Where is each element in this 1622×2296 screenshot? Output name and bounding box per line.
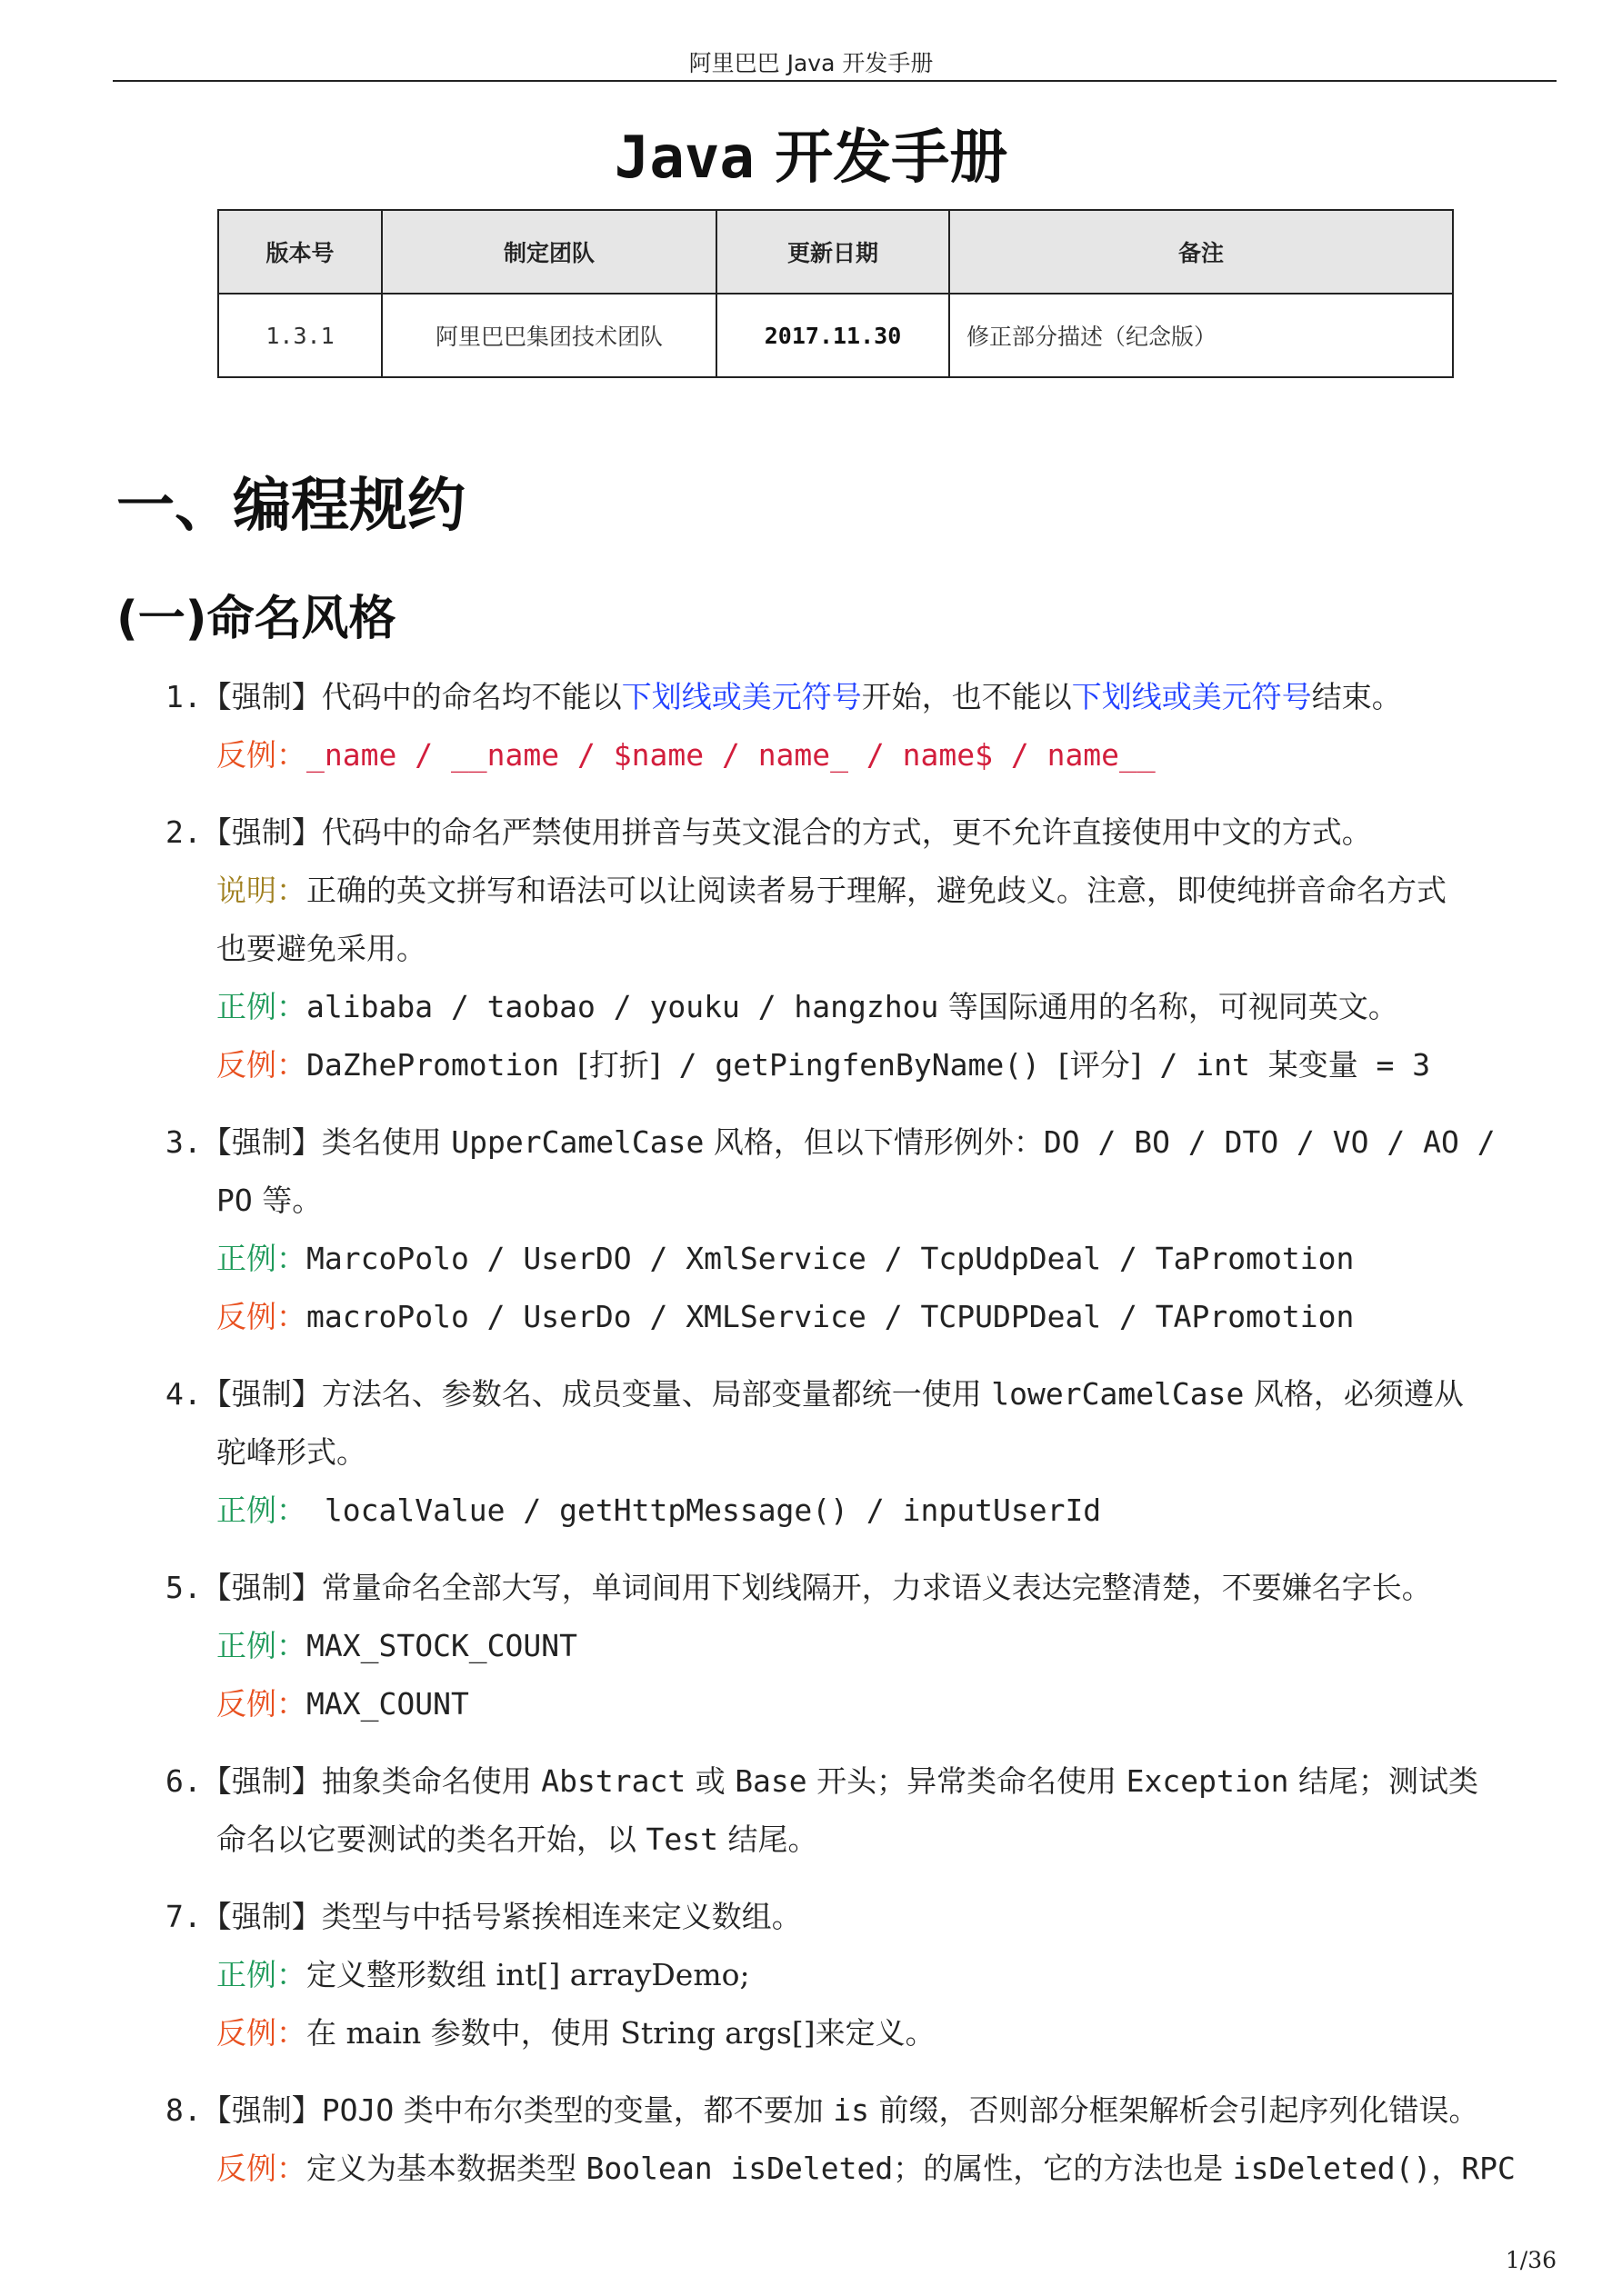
rule-1: 1.【强制】代码中的命名均不能以下划线或美元符号开始，也不能以下划线或美元符号结束。 (165, 679, 1402, 714)
rule-4-line2: 驼峰形式。 (216, 1434, 366, 1470)
running-header: 阿里巴巴 Java 开发手册 (688, 50, 934, 76)
header-remarks: 备注 (949, 210, 1453, 294)
rule-2-positive-example: 正例：alibaba / taobao / youku / hangzhou 等国际通用的名称，可视同英文。 (216, 989, 1398, 1024)
rule-5-positive-example: 正例：MAX_STOCK_COUNT (216, 1628, 578, 1663)
title-java: Java (614, 125, 755, 192)
section-heading-2: (一)命名风格 (116, 592, 396, 646)
rule-1-counter-example: 反例：_name / __name / $name / name_ / name$ / name__ (216, 737, 1156, 773)
rule-4: 4.【强制】方法名、参数名、成员变量、局部变量都统一使用 lowerCamelCase 风格，必须遵从 (165, 1376, 1464, 1412)
rule-8-counter-example: 反例：定义为基本数据类型 Boolean isDeleted；的属性，它的方法也是 isDeleted()，RPC (216, 2151, 1516, 2186)
rule-6: 6.【强制】抽象类命名使用 Abstract 或 Base 开头；异常类命名使用 Exception 结尾；测试类 (165, 1763, 1478, 1799)
rule-3-counter-example: 反例：macroPolo / UserDo / XMLService / TCPUDPDeal / TAPromotion (216, 1299, 1355, 1334)
rule-7-counter-example: 反例：在 main 参数中，使用 String args[]来定义。 (216, 2015, 936, 2051)
rule-7: 7.【强制】类型与中括号紧挨相连来定义数组。 (165, 1899, 802, 1934)
rule-7-positive-example: 正例：定义整形数组 int[] arrayDemo; (216, 1957, 750, 1992)
rule-3-positive-example: 正例：MarcoPolo / UserDO / XmlService / TcpUdpDeal / TaPromotion (216, 1241, 1355, 1276)
header-version: 版本号 (218, 210, 382, 294)
section-heading-1: 一、编程规约 (116, 473, 466, 540)
rule-3: 3.【强制】类名使用 UpperCamelCase 风格，但以下情形例外：DO / BO / DTO / VO / AO / (165, 1124, 1496, 1160)
table-header-row (218, 210, 1453, 294)
cell-date: 2017.11.30 (716, 294, 949, 377)
title-rest: 开发手册 (754, 125, 1008, 192)
rule-6-line2: 命名以它要测试的类名开始，以 Test 结尾。 (216, 1822, 818, 1857)
header-date: 更新日期 (716, 210, 949, 294)
rule-2-counter-example: 反例：DaZhePromotion [打折] / getPingfenByName() [评分] / int 某变量 = 3 (216, 1047, 1431, 1083)
header-rule (113, 80, 1557, 82)
rule-2: 2.【强制】代码中的命名严禁使用拼音与英文混合的方式，更不允许直接使用中文的方式。 (165, 814, 1372, 850)
rule-8: 8.【强制】POJO 类中布尔类型的变量，都不要加 is 前缀，否则部分框架解析会引起序列化错误。 (165, 2092, 1479, 2128)
rule-5-counter-example: 反例：MAX_COUNT (216, 1686, 469, 1722)
rule-2-note: 说明：正确的英文拼写和语法可以让阅读者易于理解，避免歧义。注意，即使纯拼音命名方式 (216, 873, 1447, 908)
rule-2-note-line2: 也要避免采用。 (216, 931, 426, 966)
rule-5: 5.【强制】常量命名全部大写，单词间用下划线隔开，力求语义表达完整清楚，不要嫌名字长。 (165, 1570, 1432, 1605)
document-title (0, 111, 1622, 195)
header-team: 制定团队 (382, 210, 716, 294)
version-table (217, 209, 1454, 378)
cell-team: 阿里巴巴集团技术团队 (382, 294, 716, 377)
table-row (218, 294, 1453, 377)
rule-4-positive-example: 正例： localValue / getHttpMessage() / inputUserId (216, 1492, 1102, 1528)
cell-version: 1.3.1 (218, 294, 382, 377)
cell-remarks: 修正部分描述（纪念版） (949, 294, 1453, 377)
page-number: 1/36 (1505, 2247, 1557, 2273)
rule-1-link-b[interactable]: 下划线或美元符号 (1071, 679, 1312, 714)
rule-3-line2: PO 等。 (216, 1183, 323, 1218)
rule-1-link-a[interactable]: 下划线或美元符号 (621, 679, 862, 714)
